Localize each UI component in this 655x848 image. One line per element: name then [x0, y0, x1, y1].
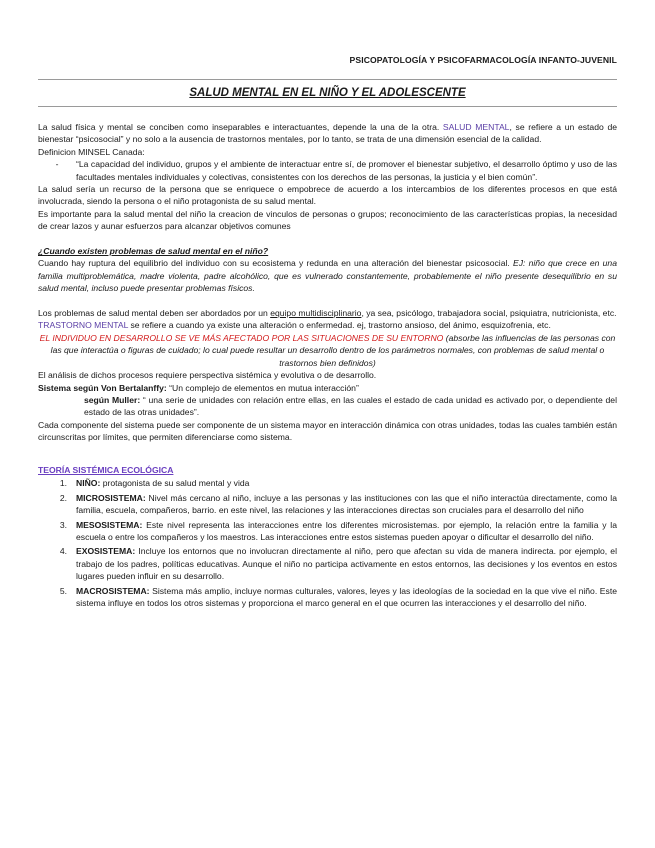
minsel-quote-item — [38, 158, 617, 183]
red-statement: EL INDIVIDUO EN DESARROLLO SE VE MÁS AFECTADO POR LAS SITUACIONES DE SU ENTORNO — [39, 332, 444, 343]
theory-heading: TEORÍA SISTÉMICA ECOLÓGICA — [38, 464, 174, 475]
minsel-label: Definicion MINSEL Canada: — [38, 146, 145, 157]
disorder-paragraph: TRASTORNO MENTAL se refiere a cuando ya existe una alteración o enfermedad. ej, trastorno ansioso, del ánimo, esquizofrenia, etc. — [38, 320, 551, 331]
ecological-levels-list — [38, 477, 617, 609]
intro-paragraph: La salud física y mental se conciben como inseparables e interactuantes, depende la una de la otra. SALUD MENTAL, se refiere a un estado de bienestar “psicosocial” y no solo a la ausencia de trastornos mentales, por lo tanto, se trata de una dimensión esencial de la calidad. — [38, 122, 618, 145]
trastorno-mental-term: TRASTORNO MENTAL — [38, 320, 129, 331]
list-item: 1. NIÑO: protagonista de su salud mental y vida — [59, 478, 250, 489]
document-body — [38, 121, 617, 611]
minsel-quote: “La capacidad del individuo, grupos y el ambiente de interactuar entre sí, de promover el bienestar subjetivo, el desarrollo óptimo y uso de las facultades mentales individuales y colectivas, consistentes con los derechos de las personas, la justicia y el bien común”. — [76, 159, 617, 182]
bonds-paragraph: Es importante para la salud mental del niño la creacion de vinculos de personas o grupos; reconocimiento de las características propias, la necesidad de crear lazos y aunar esfuerzos para alcanzar objetivos comunes — [38, 208, 617, 232]
bertalanffy-definition: Sistema según Von Bertalanffy: “Un complejo de elementos en mutua interacción” — [38, 382, 359, 393]
approach-paragraph: Los problemas de salud mental deben ser abordados por un equipo multidisciplinario, ya sea, psicólogo, trabajadora social, psiquiatra, nutricionista, etc. — [38, 308, 617, 319]
list-item: 4. EXOSISTEMA: Incluye los entornos que no involucran directamente al niño, pero que afectan su vida de manera indirecta. por ejemplo, el trabajo de los padres, políticas educativas. Aunque el niño no participa activamente en estos entornos, las decisiones y los eventos en estos lugares pueden influir en su desarrollo. — [59, 546, 617, 582]
environment-statement: EL INDIVIDUO EN DESARROLLO SE VE MÁS AFECTADO POR LAS SITUACIONES DE SU ENTORNO (absorbe las influencias de las personas con las que interactúa o figuras de cuidado; lo cual puede resultar un desarrollo dentro de los parámetros normales, con problemas de salud mental o trastornos bien definidos) — [39, 332, 616, 368]
problems-question: ¿Cuando existen problemas de salud mental en el niño? — [38, 246, 269, 257]
list-item: 3. MESOSISTEMA: Este nivel representa las interacciones entre los diferentes microsistemas. por ejemplo, la relación entre la familia y la escuela o entre los compañeros y los maestros. Las interacciones entre estos sistemas pueden apoyar o dificultar el desarrollo del niño. — [59, 519, 617, 542]
problems-answer: Cuando hay ruptura del equilibrio del individuo con su ecosistema y redunda en una alteración del bienestar psicosocial. EJ: niño que crece en una familia multiproblemática, madre violenta, padre alcohólico, que es vulnerado constantemente, probablemente el niño presente desequilibrio en su salud mental, incluso puede presentar problemas físicos. — [38, 258, 617, 294]
component-paragraph: Cada componente del sistema puede ser componente de un sistema mayor en interacción dinámica con otras unidades, todas las cuales también están circunscritas por límites, que permiten diferenciarse como sistema. — [38, 419, 617, 443]
problems-example: EJ: niño que crece en una familia multiproblemática, madre violenta, padre alcohólico, que es vulnerado constantemente, probablemente el niño presente desequilibrio en su salud mental, incluso puede presentar problemas físicos. — [38, 258, 617, 294]
resource-paragraph: La salud sería un recurso de la persona que se enriquece o empobrece de acuerdo a los intercambios de los diferentes procesos en que está involucrada, siendo la persona o el niño protagonista de su salud mental. — [38, 184, 617, 207]
document-title: SALUD MENTAL EN EL NIÑO Y EL ADOLESCENTE — [189, 87, 466, 99]
analysis-paragraph: El análisis de dichos procesos requiere perspectiva sistémica y evolutiva o de desarrollo. — [38, 370, 377, 381]
dash-bullet: - — [55, 159, 59, 170]
list-item: 2. MICROSISTEMA: Nivel más cercano al niño, incluye a las personas y las instituciones con las que el niño interactúa directamente, como la familia, escuela, compañeros, barrio. en este nivel, las relaciones y las interacciones directas son cruciales para el desarrollo del niño — [59, 492, 617, 516]
muller-definition: según Muller: “ una serie de unidades con relación entre ellas, en las cuales el estado de cada unidad es activado por, o dependiente del estado de las otras unidades”. — [84, 394, 617, 418]
header-divider — [38, 79, 617, 80]
title-divider — [38, 106, 617, 107]
list-item: 5. MACROSISTEMA: Sistema más amplio, incluye normas culturales, valores, leyes y las ideologías de la sociedad en la que vive el niño. Este sistema influye en todos los otros sistemas y proporciona el marco general en el que ocurren las interacciones y el desarrollo del niño. — [59, 585, 617, 608]
course-header: PSICOPATOLOGÍA Y PSICOFARMACOLOGÍA INFANTO-JUVENIL — [349, 55, 617, 65]
salud-mental-term: SALUD MENTAL — [442, 122, 510, 132]
multidisciplinary-team: equipo multidisciplinario — [270, 308, 362, 319]
